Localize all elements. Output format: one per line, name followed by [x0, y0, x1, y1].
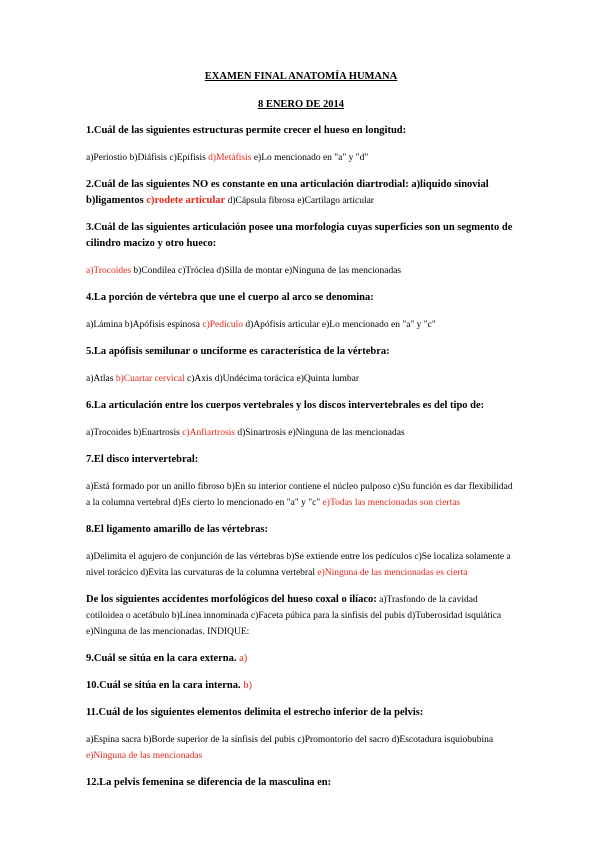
answers-11	[86, 732, 516, 764]
answers-4-after: d)Apófisis articular e)Lo mencionado en "a" y "c"	[243, 320, 436, 330]
answers-1	[86, 150, 516, 166]
answers-6-before: a)Trocoides b)Enartrosis	[86, 428, 183, 438]
answers-7	[86, 479, 516, 511]
answers-2-rest: d)Cápsula fibrosa e)Cartílago articular	[225, 196, 374, 206]
answers-7-before: a)Está formado por un anillo fibroso b)En su interior contiene el núcleo pulposo c)Su función es dar flexibilidad a la columna vertebral d)Es cierto lo mencionado en "a" y "c"	[86, 482, 513, 508]
answers-5	[86, 371, 516, 387]
exam-date: 8 ENERO DE 2014	[257, 99, 345, 110]
answer-7-correct: e)Todas las mencionadas son ciertas	[322, 498, 461, 508]
coxal-options: a)Trasfondo de la cavidad cotiloidea o acetábulo b)Línea innominada c)Faceta púbica para la sínfisis del pubis d)Tuberosidad isquiática e)Ninguna de las mencionadas. INDIQUE:	[86, 595, 502, 637]
answer-8-correct: e)Ninguna de las mencionadas es cierta	[317, 568, 468, 578]
question-5: 5.La apófisis semilunar o unciforme es característica de la vértebra:	[86, 346, 390, 357]
question-9	[86, 651, 516, 667]
exam-page	[86, 70, 516, 791]
question-7: 7.El disco intervertebral:	[86, 454, 199, 465]
question-8: 8.El ligamento amarillo de las vértebras:	[86, 524, 268, 535]
question-6: 6.La articulación entre los cuerpos vertebrales y los discos intervertebrales es del tipo de:	[86, 400, 485, 411]
answer-5-correct: b)Cuartar cervical	[115, 374, 185, 384]
answers-1-rest: e)Lo mencionado en "a" y "d"	[251, 153, 369, 163]
answers-11-before: a)Espina sacra b)Borde superior de la sínfisis del pubis c)Promontorio del sacro d)Escotadura isquiobubina	[86, 735, 494, 745]
answers-8	[86, 549, 516, 581]
question-1: 1.Cuál de las siguientes estructuras permite crecer el hueso en longitud:	[86, 125, 407, 136]
answers-5-after: c)Axis d)Undécima torácica e)Quinta lumbar	[184, 374, 360, 384]
answer-6-correct: c)Anfiartrosis	[182, 428, 235, 438]
answers-4	[86, 317, 516, 333]
question-2-text: 2.Cuál de las siguientes NO es constante en una articulación diartrodial: a)liquido sinovial	[86, 179, 489, 190]
answers-6	[86, 425, 516, 441]
question-3: 3.Cuál de las siguientes articulación posee una morfología cuyas superficies son un segmento de cilindro macizo y otro hueco:	[86, 222, 513, 249]
answer-11-correct: e)Ninguna de las mencionadas	[86, 751, 203, 761]
answers-3	[86, 263, 516, 279]
question-9-text: 9.Cuál se sitúa en la cara externa.	[86, 653, 237, 664]
answers-3-rest: b)Condílea c)Tróclea d)Silla de montar e)Ninguna de las mencionadas	[131, 266, 402, 276]
answers-1-opts: a)Periostio b)Diáfisis c)Epífisis	[86, 153, 209, 163]
answer-9-correct: a)	[236, 653, 248, 664]
answer-3-correct: a)Trocoides	[86, 266, 132, 276]
answer-4-correct: c)Pedículo	[202, 320, 243, 330]
question-11: 11.Cuál de los siguientes elementos delimita el estrecho inferior de la pelvis:	[86, 707, 424, 718]
question-10	[86, 678, 516, 694]
coxal-intro: De los siguientes accidentes morfológicos del hueso coxal o ilíaco:	[86, 594, 377, 605]
answers-6-after: d)Sinartrosis e)Ninguna de las mencionadas	[234, 428, 405, 438]
question-12: 12.La pelvis femenina se diferencia de la masculina en:	[86, 777, 332, 788]
question-10-text: 10.Cuál se sitúa en la cara interna.	[86, 680, 241, 691]
question-2	[86, 177, 516, 209]
coxal-block	[86, 592, 516, 640]
answers-4-before: a)Lámina b)Apófisis espinosa	[86, 320, 203, 330]
answer-2-correct: c)rodete articular	[146, 195, 226, 206]
question-2-b: b)ligamentos	[86, 195, 147, 206]
exam-title: EXAMEN FINAL ANATOMÍA HUMANA	[204, 71, 398, 82]
answer-10-correct: b)	[240, 680, 252, 691]
answers-5-before: a)Atlas	[86, 374, 116, 384]
answers-8-before: a)Delimita el agujero de conjunción de las vértebras b)Se extiende entre los pedículos c)Se localiza solamente a nivel torácico d)Evita las curvaturas de la columna vertebral	[86, 552, 511, 578]
answer-1-correct: d)Metáfisis	[208, 153, 252, 163]
question-4: 4.La porción de vértebra que une el cuerpo al arco se denomina:	[86, 292, 374, 303]
